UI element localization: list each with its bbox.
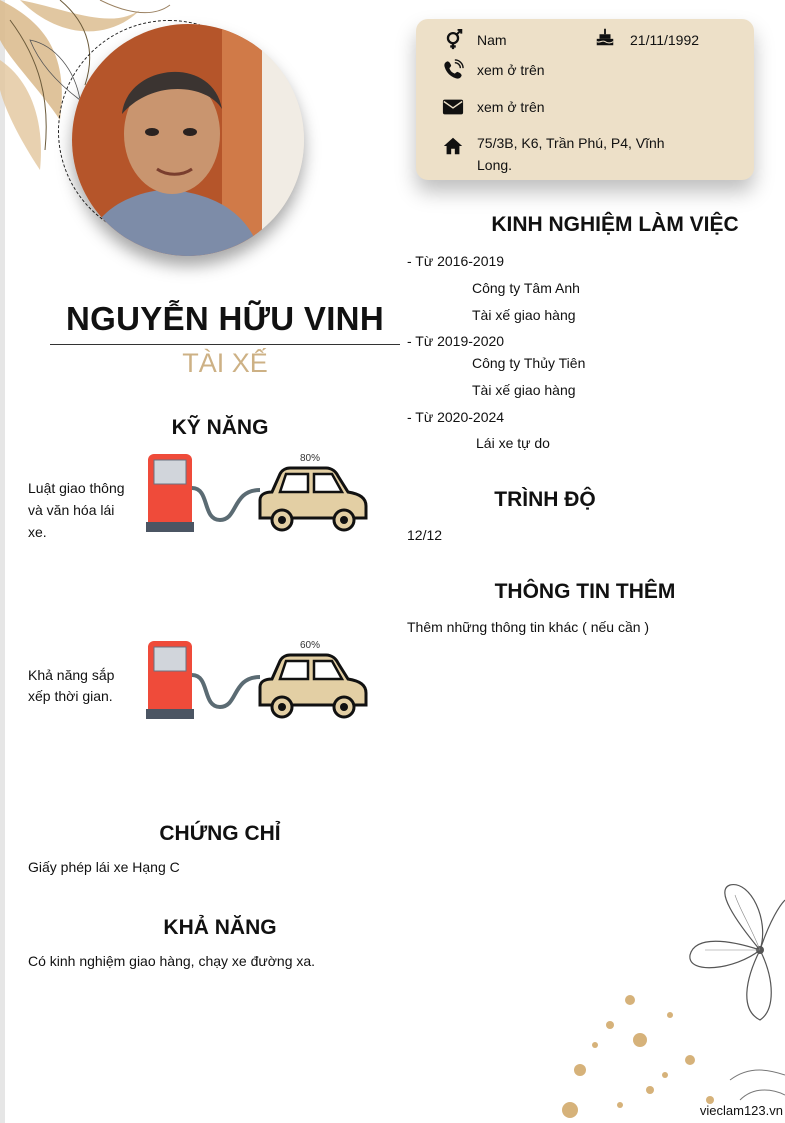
fuel-pump-icon — [146, 641, 194, 719]
skill-1-meter — [140, 448, 370, 548]
skill-2-meter — [140, 635, 370, 735]
skill-1-label-line-2: và văn hóa lái — [28, 502, 115, 518]
skill-2-percent: 60% — [300, 640, 321, 651]
abilities-text: Có kinh nghiệm giao hàng, chạy xe đường xa. — [28, 953, 316, 969]
phone-icon — [442, 59, 464, 81]
phone-value: xem ở trên — [477, 62, 545, 78]
skill-1-label-line-3: xe. — [28, 524, 47, 540]
exp-2-position: Tài xế giao hàng — [472, 382, 576, 398]
watermark: vieclam123.vn — [699, 1103, 783, 1118]
car-icon — [260, 655, 366, 717]
skill-1-label-line-1: Luật giao thông — [28, 480, 125, 496]
gold-splash-decoration — [550, 980, 785, 1123]
exp-2-company: Công ty Thủy Tiên — [472, 355, 586, 371]
exp-2-period: - Từ 2019-2020 — [407, 333, 505, 349]
education-text: 12/12 — [407, 527, 443, 543]
profile-photo — [72, 24, 304, 256]
fuel-pump-icon — [146, 454, 194, 532]
exp-3-position: Lái xe tự do — [476, 435, 550, 451]
email-value: xem ở trên — [477, 99, 545, 115]
email-icon — [442, 96, 464, 118]
address-line-1: 75/3B, K6, Trần Phú, P4, Vĩnh — [477, 135, 665, 151]
candidate-name: NGUYỄN HỮU VINH — [50, 300, 400, 345]
gender-value: Nam — [477, 32, 507, 48]
car-icon — [260, 468, 366, 530]
home-icon — [442, 135, 464, 157]
birthday-value: 21/11/1992 — [630, 32, 700, 48]
skill-2-label-line-1: Khả năng sắp — [28, 667, 115, 683]
cake-icon — [594, 26, 616, 48]
skill-1-percent: 80% — [300, 453, 321, 464]
address-line-2: Long. — [477, 157, 513, 173]
skill-2-label-line-2: xếp thời gian. — [28, 688, 113, 704]
exp-1-company: Công ty Tâm Anh — [472, 280, 580, 296]
extra-info-title: THÔNG TIN THÊM — [494, 580, 676, 603]
exp-1-position: Tài xế giao hàng — [472, 307, 576, 323]
certificates-text: Giấy phép lái xe Hạng C — [28, 859, 180, 875]
contact-card — [416, 19, 754, 180]
extra-info-text: Thêm những thông tin khác ( nếu cần ) — [407, 619, 650, 635]
exp-3-period: - Từ 2020-2024 — [407, 409, 505, 425]
education-title: TRÌNH ĐỘ — [494, 488, 596, 511]
experience-title: KINH NGHIỆM LÀM VIỆC — [491, 213, 739, 236]
certificates-title: CHỨNG CHỈ — [159, 822, 281, 845]
exp-1-period: - Từ 2016-2019 — [407, 253, 505, 269]
skills-title: KỸ NĂNG — [171, 416, 269, 439]
candidate-role: TÀI XẾ — [182, 348, 268, 378]
abilities-title: KHẢ NĂNG — [163, 916, 277, 939]
gender-icon — [442, 29, 464, 51]
